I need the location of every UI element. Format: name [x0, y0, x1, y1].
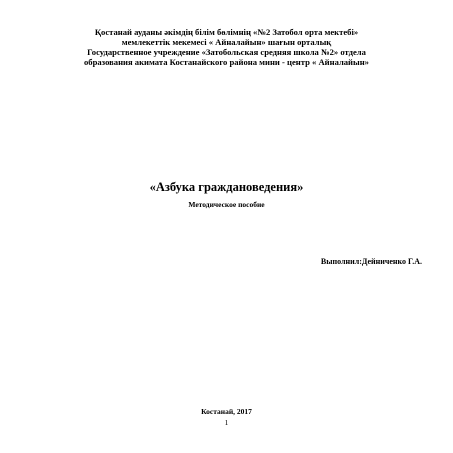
page-number: 1 [224, 418, 229, 427]
header-line-kazakh-1: Қостанай ауданы әкімдің білім бөлімнің «№2 Затобол орта мектебі» [94, 27, 359, 37]
header-line-kazakh-2: мемлекеттік мекемесі « Айналайын» шағын орталық [121, 37, 332, 47]
institution-header [0, 27, 453, 67]
header-line-russian-2: образования акимата Костанайского района мини - центр « Айналайын» [84, 57, 369, 67]
place-and-year: Костанай, 2017 [201, 407, 252, 416]
header-line-russian-1: Государственное учреждение «Затобольская средняя школа №2» отдела [87, 47, 366, 57]
author-line: Выполнил:Дейниченко Г.А. [320, 257, 422, 266]
document-subtitle: Методическое пособие [188, 200, 265, 209]
document-title: «Азбука граждановедения» [149, 180, 304, 194]
